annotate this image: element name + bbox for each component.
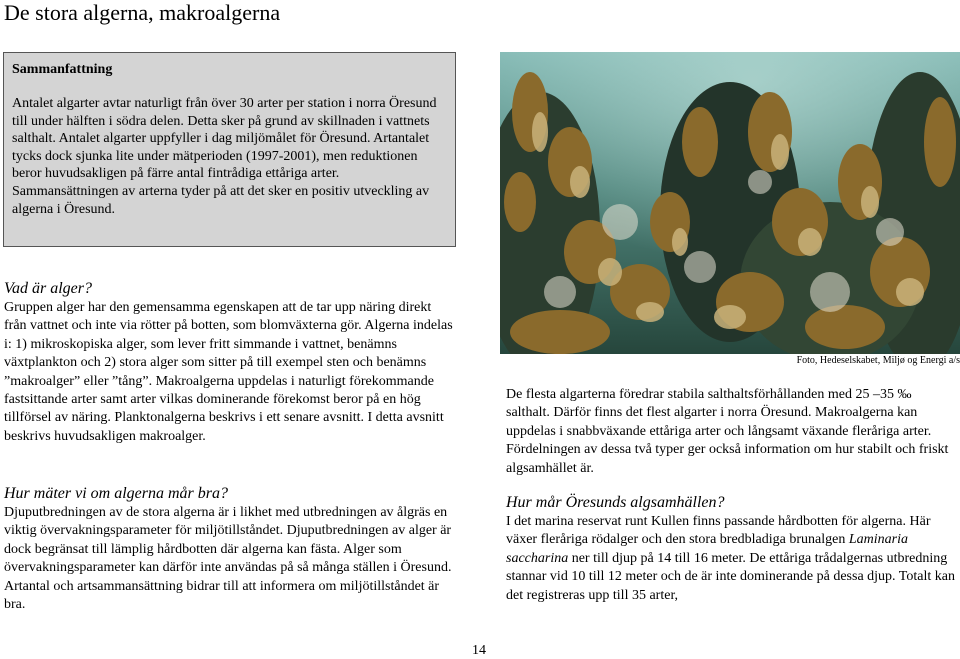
- page-title: De stora algerna, makroalgerna: [4, 0, 281, 25]
- page-number: 14: [472, 643, 486, 658]
- photo-credit: Foto, Hedeselskabet, Miljø og Energi a/s: [796, 355, 960, 366]
- section-heading: Vad är alger?: [4, 280, 92, 297]
- body-text-before: I det marina reservat runt Kullen finns passande hårdbotten för algerna. Här växer fleråriga rödalger och den stora bredbladiga brunalgen: [506, 514, 931, 548]
- section-heading: Hur mäter vi om algerna mår bra?: [4, 485, 228, 502]
- summary-text: Antalet algarter avtar naturligt från över 30 arter per station i norra Öresund till under hälften i södra delen. Detta sker på grund av skillnaden i vattnets salthalt. Antalet algarter uppfyller i dag miljömålet för Öresund. Artantalet tycks dock sjunka lite under mätperioden (1997-2001), men reduktionen beror huvudsakligen på färre antal fintrådiga ettåriga arter. Sammansättningen av arterna tyder på att det sker en positiv utveckling av algerna i Öresund.: [12, 96, 437, 217]
- section-body: [506, 513, 958, 605]
- section-heading: Hur mår Öresunds algsamhällen?: [506, 494, 725, 511]
- summary-box: [3, 52, 456, 247]
- left-section-how-we-measure: [4, 484, 454, 614]
- summary-heading: Sammanfattning: [12, 62, 113, 77]
- right-section-algae-communities: [506, 493, 958, 605]
- left-section-what-are-algae: [4, 279, 454, 446]
- right-paragraph-salinity: [506, 386, 958, 478]
- species-name: Laminaria saccharina: [506, 532, 908, 566]
- section-body: Gruppen alger har den gemensamma egenskapen att de tar upp näring direkt från vattnet och inte via rötter på botten, som blomväxterna gör. Algerna indelas i: 1) mikroskopiska alger, som lever fritt simmande i vattnet, benämns växtplankton och 2) stora alger som sitter på till exempel sten och benämns ”makroalger” eller ”tång”. Makroalgerna uppdelas i naturligt förekommande fastsittande arter samt arter vilkas dominerande förekomst beror på en hög tillförsel av näring. Planktonalgerna beskrivs i ett senare avsnitt. I detta avsnitt beskrivs huvudsakligen makroalger.: [4, 300, 453, 444]
- paragraph-text: De flesta algarterna föredrar stabila salthaltsförhållanden med 25 –35 ‰ salthalt. Därför finns det flest algarter i norra Öresund. Makroalgerna kan uppdelas i snabbväxande ettåriga arter och långsamt växande fleråriga arter. Fördelningen av dessa två typer ger också information om hur stabilt och friskt algsamhället är.: [506, 387, 949, 476]
- underwater-algae-photo: [500, 52, 960, 354]
- algae-photo-illustration: [500, 52, 960, 354]
- body-text-after: ner till djup på 14 till 16 meter. De ettåriga trådalgernas utbredning stannar vid 10 till 12 meter och de är inte dominerande på dessa djup. Totalt kan det registreras upp till 35 arter,: [506, 550, 955, 603]
- section-body: Djuputbredningen av de stora algerna är i likhet med utbredningen av ålgräs en viktig övervakningsparameter för miljötillståndet. Djuputbredningen av alger är dock begränsat till lämplig hårdbotten där algerna kan fästa. Alger som övervakningsparameter kan därför inte användas på så många ställen i Öresund. Artantal och artsammansättning bidrar till att informera om miljötillståndet är bra.: [4, 505, 452, 613]
